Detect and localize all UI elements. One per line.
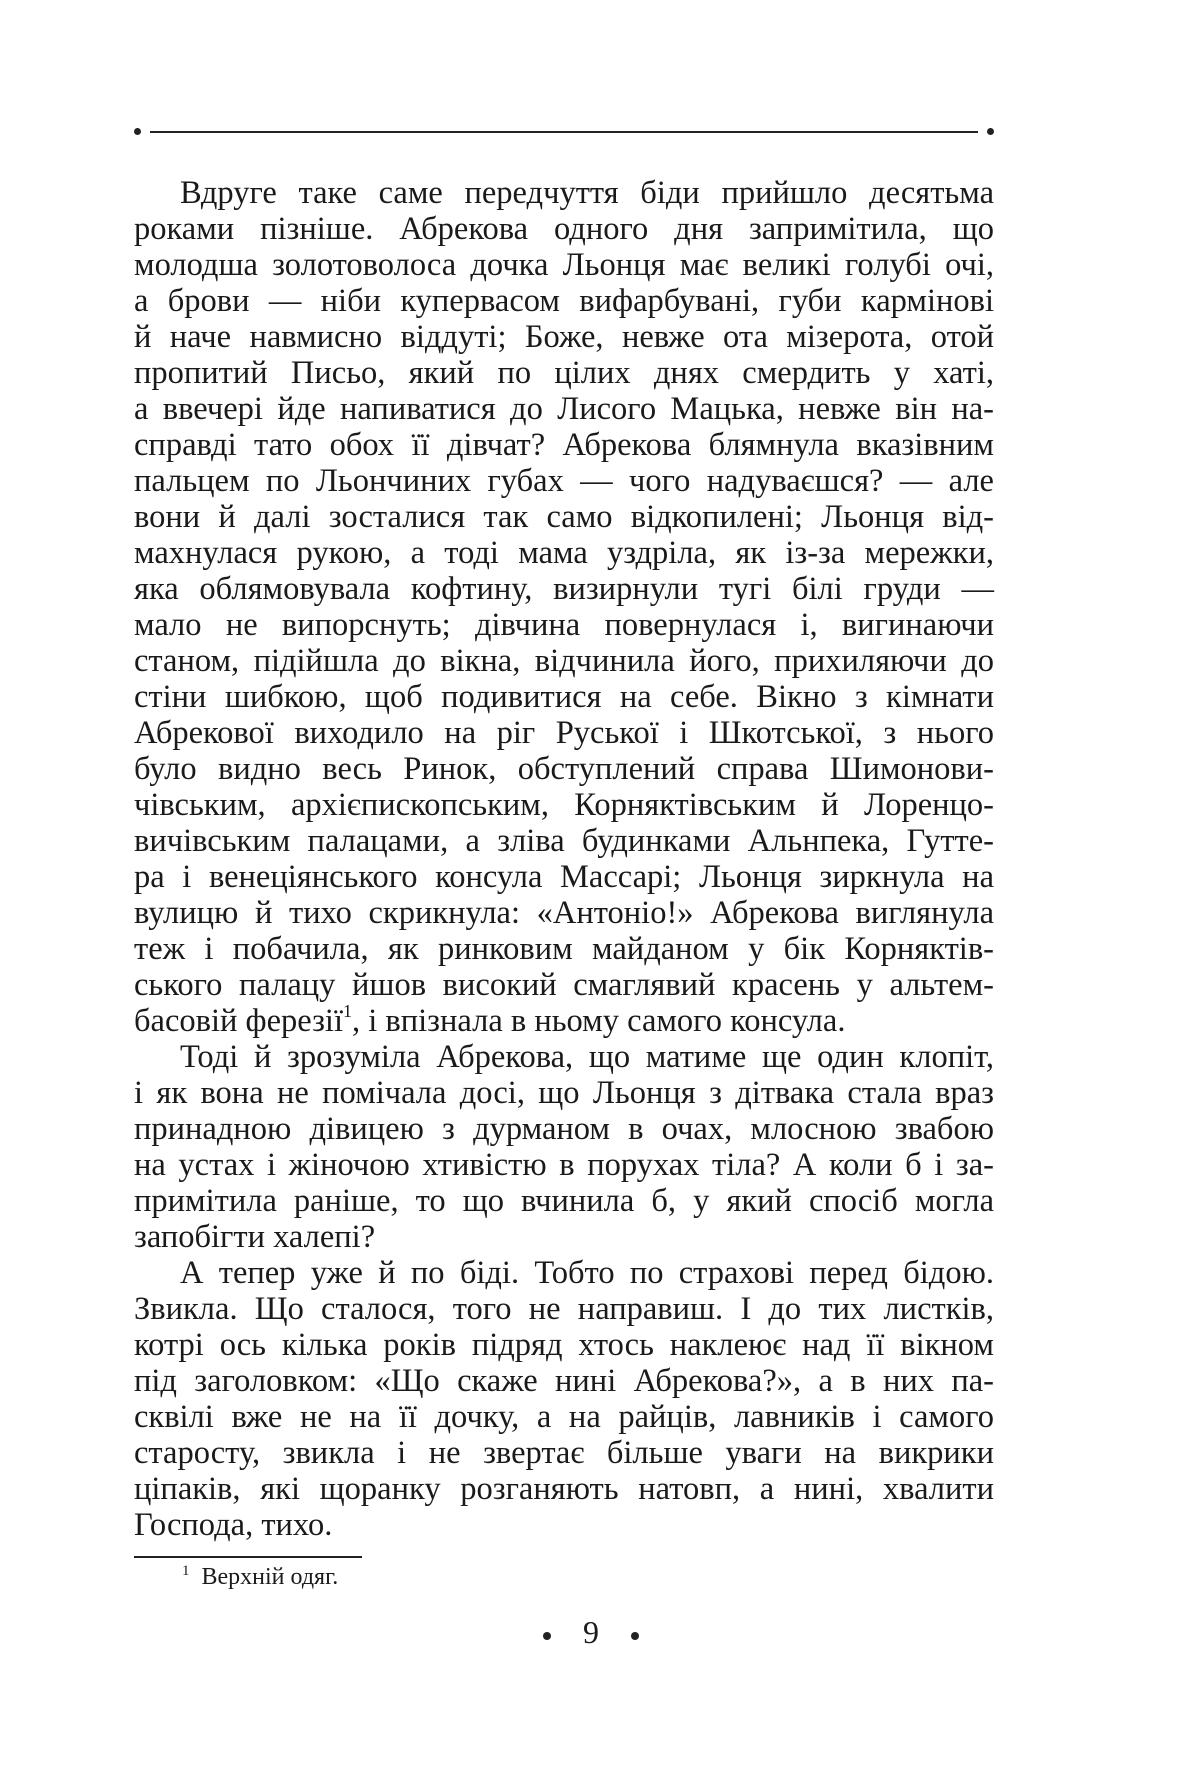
text-line: а брови — ніби купервасом вифарбувані, губи кармінові bbox=[134, 283, 994, 319]
page-number-bullet-right bbox=[631, 1632, 639, 1640]
text-line: вичівським палацами, а зліва будинками Альнпека, Гутте- bbox=[134, 823, 994, 859]
page-number: 9 bbox=[583, 1614, 599, 1650]
text-line: і як вона не помічала досі, що Льонця з дітвака стала враз bbox=[134, 1075, 994, 1111]
text-line: під заголовком: «Що скаже нині Абрекова?», а в них па- bbox=[134, 1363, 994, 1399]
text-line: ціпаків, які щоранку розганяють натовп, а нині, хвалити bbox=[134, 1471, 994, 1507]
text-line: котрі ось кілька років підряд хтось наклеює над її вікном bbox=[134, 1327, 994, 1363]
footnote bbox=[182, 1562, 338, 1595]
text-fragment: , і впізнала в ньому самого консула. bbox=[351, 1003, 846, 1039]
text-fragment: басовій ферезії bbox=[134, 1003, 343, 1039]
text-line: А тепер уже й по біді. Тобто по страхові перед бідою. bbox=[180, 1255, 994, 1291]
text-line: Вдруге таке саме передчуття біди прийшло десятьма bbox=[180, 175, 994, 211]
rule-dot-left bbox=[134, 128, 141, 135]
text-line: теж і побачила, як ринковим майданом у бік Корняктів- bbox=[134, 931, 994, 967]
text-line: Звикла. Що сталося, того не направиш. І до тих листків, bbox=[134, 1291, 994, 1327]
text-line: ра і венеціянського консула Массарі; Льонця зиркнула на bbox=[134, 859, 994, 895]
text-line: старосту, звикла і не звертає більше уваги на викрики bbox=[134, 1435, 994, 1471]
text-line: молодша золотоволоса дочка Льонця має великі голубі очі, bbox=[134, 247, 994, 283]
text-line: Тоді й зрозуміла Абрекова, що матиме ще один клопіт, bbox=[180, 1039, 994, 1075]
text-line-with-footnote bbox=[134, 1003, 994, 1039]
text-line: яка облямовувала кофтину, визирнули тугі білі груди — bbox=[134, 571, 994, 607]
footnote-mark: 1 bbox=[182, 1563, 190, 1579]
text-line: примітила раніше, то що вчинила б, у який спосіб могла bbox=[134, 1183, 994, 1219]
page-footer bbox=[0, 1612, 1182, 1652]
text-line: запобігти халепі? bbox=[134, 1219, 376, 1255]
page-number-bullet-left bbox=[543, 1632, 551, 1640]
text-line: й наче навмисно віддуті; Боже, невже ота мізерота, отой bbox=[134, 319, 994, 355]
body-text bbox=[134, 175, 994, 1543]
text-line: сквілі вже не на її дочку, а на райців, лавників і самого bbox=[134, 1399, 994, 1435]
text-line: вулицю й тихо скрикнула: «Антоніо!» Абрекова виглянула bbox=[134, 895, 994, 931]
text-line: на устах і жіночою хтивістю в порухах тіла? А коли б і за- bbox=[134, 1147, 994, 1183]
footnote-reference: 1 bbox=[342, 1001, 352, 1021]
text-line: а ввечері йде напиватися до Лисого Мацька, невже він на- bbox=[134, 391, 994, 427]
text-line: махнулася рукою, а тоді мама уздріла, як із-за мережки, bbox=[134, 535, 994, 571]
text-line: було видно весь Ринок, обступлений справа Шимонови- bbox=[134, 751, 994, 787]
text-line: вони й далі зосталися так само відкопилені; Льонця від- bbox=[134, 499, 994, 535]
text-line: ського палацу йшов високий смаглявий красень у альтем- bbox=[134, 967, 994, 1003]
text-line: Господа, тихо. bbox=[134, 1507, 333, 1543]
text-line: станом, підійшла до вікна, відчинила його, прихиляючи до bbox=[134, 643, 994, 679]
footnote-rule bbox=[134, 1556, 362, 1558]
text-line: пальцем по Льончиних губах — чого надуваєшся? — але bbox=[134, 463, 994, 499]
footnote-text: Верхній одяг. bbox=[201, 1564, 339, 1590]
rule-dot-right bbox=[987, 128, 994, 135]
text-line: стіни шибкою, щоб подивитися на себе. Вікно з кімнати bbox=[134, 679, 994, 715]
text-line: Абрекової виходило на ріг Руської і Шкотської, з нього bbox=[134, 715, 994, 751]
text-line: чівським, архієпископським, Корняктівським й Лоренцо- bbox=[134, 787, 994, 823]
rule-line bbox=[150, 131, 978, 133]
text-line: справді тато обох її дівчат? Абрекова блямнула вказівним bbox=[134, 427, 994, 463]
text-line: принадною дівицею з дурманом в очах, млосною звабою bbox=[134, 1111, 994, 1147]
text-line: пропитий Письо, який по цілих днях смердить у хаті, bbox=[134, 355, 994, 391]
text-line: роками пізніше. Абрекова одного дня запримітила, що bbox=[134, 211, 994, 247]
text-line: мало не випорснуть; дівчина повернулася і, вигинаючи bbox=[134, 607, 994, 643]
